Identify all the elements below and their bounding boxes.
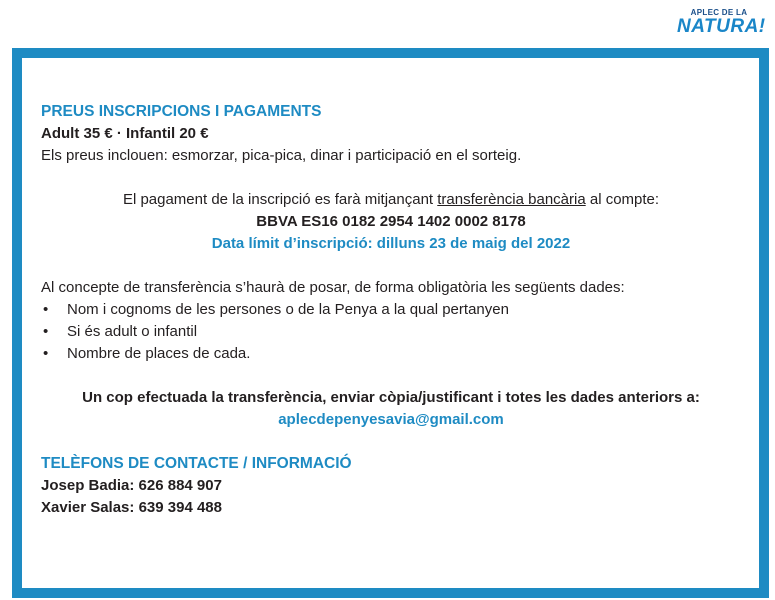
info-frame [12,48,769,598]
list-item-text: Nombre de places de cada. [67,345,251,362]
payment-transfer-link: transferència bancària [437,191,586,208]
prices-amounts: Adult 35 € · Infantil 20 € [41,125,209,142]
contact-person: Josep Badia: 626 884 907 [41,477,222,494]
list-item [41,343,741,365]
bank-account: BBVA ES16 0182 2954 1402 0002 8178 [256,213,526,230]
spacer [41,255,741,277]
spacer [41,365,741,387]
contact-person: Xavier Salas: 639 394 488 [41,499,222,516]
spacer [41,167,741,189]
contact-heading: TELÈFONS DE CONTACTE / INFORMACIÓ [41,455,352,472]
send-instructions: Un cop efectuada la transferència, enviar còpia/justificant i totes les dades anteriors a: [82,389,700,406]
payment-method [41,189,741,211]
prices-heading: PREUS INSCRIPCIONS I PAGAMENTS [41,103,322,120]
list-item-text: Nom i cognoms de les persones o de la Penya a la qual pertanyen [67,301,509,318]
list-item [41,299,741,321]
list-item-text: Si és adult o infantil [67,323,198,340]
concept-list [41,299,741,365]
logo-top-text: APLEC DE LA [690,8,748,17]
logo-main-text: NATURA! [677,16,766,37]
info-content [41,101,741,519]
concept-intro: Al concepte de transferència s’haurà de posar, de forma obligatòria les següents dades: [41,279,625,296]
bullet-icon: • [43,345,49,362]
spacer [41,431,741,453]
payment-text-before: El pagament de la inscripció es farà mitjançant [122,191,438,208]
bullet-icon: • [43,301,49,318]
list-item [41,321,741,343]
bullet-icon: • [43,323,49,340]
prices-includes: Els preus inclouen: esmorzar, pica-pica, dinar i participació en el sorteig. [41,147,522,164]
contact-email[interactable]: aplecdepenyesavia@gmail.com [278,411,504,428]
registration-deadline: Data límit d’inscripció: dilluns 23 de maig del 2022 [211,235,571,252]
payment-text-after: al compte: [585,191,660,208]
aplec-de-la-natura-logo [677,8,766,37]
